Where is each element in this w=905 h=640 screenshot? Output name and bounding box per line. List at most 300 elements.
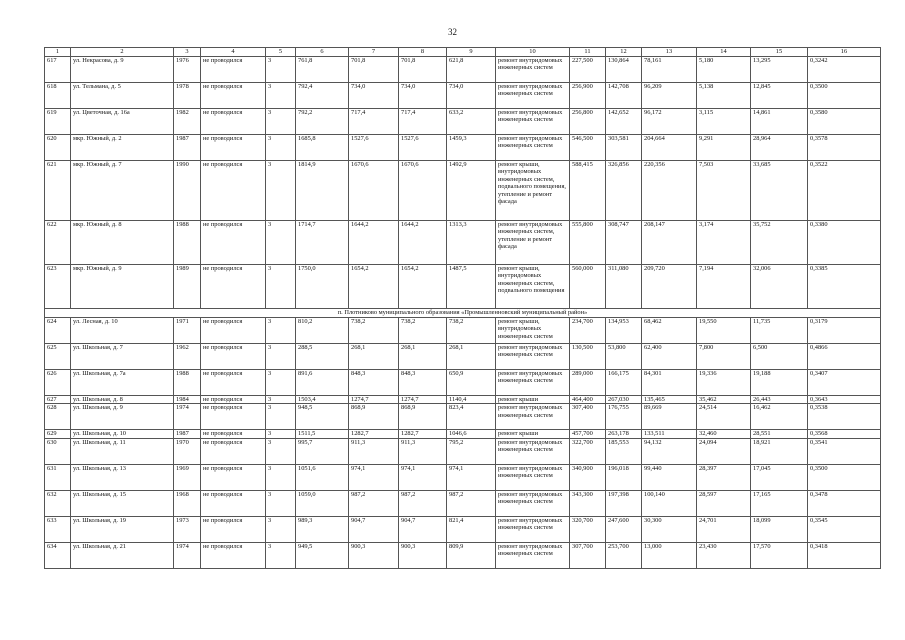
table-cell: 130,864 <box>606 57 642 83</box>
table-cell: 974,1 <box>349 464 399 490</box>
table-cell: 0,3500 <box>808 83 881 109</box>
table-cell: 949,5 <box>296 542 349 568</box>
table-cell: 18,099 <box>751 516 808 542</box>
table-cell: 234,700 <box>570 318 606 344</box>
table-cell: 166,175 <box>606 370 642 396</box>
table-cell: 62,400 <box>642 344 697 370</box>
table-cell: 3 <box>266 161 296 221</box>
table-cell: 197,398 <box>606 490 642 516</box>
table-cell: 84,301 <box>642 370 697 396</box>
table-cell: 322,700 <box>570 438 606 464</box>
table-cell: 96,172 <box>642 109 697 135</box>
table-cell: 303,581 <box>606 135 642 161</box>
table-cell: не проводился <box>201 265 266 309</box>
table-cell: 3,174 <box>697 221 751 265</box>
table-cell: 3 <box>266 404 296 430</box>
table-cell: 6,500 <box>751 344 808 370</box>
table-cell: 974,1 <box>399 464 447 490</box>
column-number-cell: 10 <box>496 48 570 57</box>
table-cell: 340,900 <box>570 464 606 490</box>
table-cell: 3 <box>266 221 296 265</box>
table-row <box>45 490 881 516</box>
table-cell: 320,700 <box>570 516 606 542</box>
table-cell: 1492,9 <box>447 161 496 221</box>
table-cell: 868,9 <box>399 404 447 430</box>
table-cell: 792,2 <box>296 109 349 135</box>
column-number-cell: 2 <box>71 48 174 57</box>
table-cell: 1282,7 <box>399 430 447 438</box>
table-cell: не проводился <box>201 161 266 221</box>
table-cell: ремонт внутридомовых инженерных систем <box>496 370 570 396</box>
column-number-cell: 15 <box>751 48 808 57</box>
table-cell: 1644,2 <box>399 221 447 265</box>
table-cell: 1503,4 <box>296 396 349 404</box>
table-cell: 32,460 <box>697 430 751 438</box>
table-cell: 0,3380 <box>808 221 881 265</box>
table-cell: 1487,5 <box>447 265 496 309</box>
table-cell: ул. Школьная, д. 15 <box>71 490 174 516</box>
table-cell: 630 <box>45 438 71 464</box>
table-cell: ремонт внутридомовых инженерных систем <box>496 57 570 83</box>
table-cell: мкр. Южный, д. 9 <box>71 265 174 309</box>
table-cell: 810,2 <box>296 318 349 344</box>
table-cell: 288,5 <box>296 344 349 370</box>
table-cell: 0,3538 <box>808 404 881 430</box>
table-cell: 208,147 <box>642 221 697 265</box>
table-cell: 618 <box>45 83 71 109</box>
table-cell: 133,511 <box>642 430 697 438</box>
table-cell: мкр. Южный, д. 8 <box>71 221 174 265</box>
column-number-cell: 7 <box>349 48 399 57</box>
table-cell: 11,735 <box>751 318 808 344</box>
table-row <box>45 161 881 221</box>
table-cell: 326,856 <box>606 161 642 221</box>
table-row <box>45 83 881 109</box>
table-cell: 734,0 <box>399 83 447 109</box>
table-cell: 3 <box>266 464 296 490</box>
table-cell: 631 <box>45 464 71 490</box>
table-cell: 1511,5 <box>296 430 349 438</box>
table-cell: 12,845 <box>751 83 808 109</box>
table-cell: 307,400 <box>570 404 606 430</box>
table-cell: 1274,7 <box>349 396 399 404</box>
table-cell: 268,1 <box>447 344 496 370</box>
table-cell: ул. Школьная, д. 7 <box>71 344 174 370</box>
table-cell: 1140,4 <box>447 396 496 404</box>
table-cell: 891,6 <box>296 370 349 396</box>
table-cell: 17,165 <box>751 490 808 516</box>
table-cell: 220,356 <box>642 161 697 221</box>
table-cell: 35,462 <box>697 396 751 404</box>
table-cell: 3,115 <box>697 109 751 135</box>
table-cell: 19,550 <box>697 318 751 344</box>
table-cell: 0,3643 <box>808 396 881 404</box>
table-cell: 1670,6 <box>349 161 399 221</box>
table-cell: 0,3568 <box>808 430 881 438</box>
table-cell: 1974 <box>174 542 201 568</box>
table-cell: мкр. Южный, д. 7 <box>71 161 174 221</box>
table-cell: 311,080 <box>606 265 642 309</box>
table-cell: 717,4 <box>349 109 399 135</box>
table-cell: 868,9 <box>349 404 399 430</box>
table-cell: 9,291 <box>697 135 751 161</box>
table-cell: ул. Школьная, д. 19 <box>71 516 174 542</box>
table-cell: 1969 <box>174 464 201 490</box>
table-cell: 734,0 <box>349 83 399 109</box>
table-cell: ремонт крыши <box>496 396 570 404</box>
table-cell: 738,2 <box>399 318 447 344</box>
table-cell: ул. Школьная, д. 13 <box>71 464 174 490</box>
table-cell: 94,132 <box>642 438 697 464</box>
table-cell: 209,720 <box>642 265 697 309</box>
table-cell: 3 <box>266 265 296 309</box>
table-cell: не проводился <box>201 516 266 542</box>
table-cell: 987,2 <box>399 490 447 516</box>
table-cell: 633,2 <box>447 109 496 135</box>
table-cell: 823,4 <box>447 404 496 430</box>
table-cell: 142,708 <box>606 83 642 109</box>
table-cell: 717,4 <box>399 109 447 135</box>
table-cell: 0,3418 <box>808 542 881 568</box>
table-cell: 457,700 <box>570 430 606 438</box>
table-cell: 1644,2 <box>349 221 399 265</box>
table-cell: 1282,7 <box>349 430 399 438</box>
table-cell: 0,3407 <box>808 370 881 396</box>
table-cell: 196,018 <box>606 464 642 490</box>
table-cell: 629 <box>45 430 71 438</box>
table-cell: 1968 <box>174 490 201 516</box>
table-row <box>45 438 881 464</box>
section-title: п. Плотниково муниципального образования «Промышленновский муниципальный район» <box>45 309 881 318</box>
column-number-cell: 4 <box>201 48 266 57</box>
table-cell: 623 <box>45 265 71 309</box>
table-cell: ремонт внутридомовых инженерных систем <box>496 83 570 109</box>
table-cell: ул. Школьная, д. 11 <box>71 438 174 464</box>
table-cell: 3 <box>266 109 296 135</box>
table-cell: ремонт внутридомовых инженерных систем <box>496 404 570 430</box>
table-cell: не проводился <box>201 221 266 265</box>
table-cell: 1973 <box>174 516 201 542</box>
table-cell: 620 <box>45 135 71 161</box>
table-cell: 267,030 <box>606 396 642 404</box>
table-cell: 28,397 <box>697 464 751 490</box>
table-cell: 134,953 <box>606 318 642 344</box>
table-row <box>45 430 881 438</box>
table-cell: не проводился <box>201 490 266 516</box>
table-cell: 848,3 <box>349 370 399 396</box>
table-cell: ремонт внутридомовых инженерных систем <box>496 464 570 490</box>
table-cell: 5,138 <box>697 83 751 109</box>
table-cell: 1814,9 <box>296 161 349 221</box>
table-row <box>45 404 881 430</box>
table-cell: 14,861 <box>751 109 808 135</box>
table-row <box>45 344 881 370</box>
table-cell: 987,2 <box>349 490 399 516</box>
table-cell: 33,685 <box>751 161 808 221</box>
table-cell: 627 <box>45 396 71 404</box>
table-cell: 18,921 <box>751 438 808 464</box>
table-cell: ремонт внутридомовых инженерных систем <box>496 542 570 568</box>
column-number-cell: 14 <box>697 48 751 57</box>
table-cell: 1974 <box>174 404 201 430</box>
table-cell: не проводился <box>201 135 266 161</box>
table-cell: 35,752 <box>751 221 808 265</box>
table-cell: 1527,6 <box>349 135 399 161</box>
table-cell: 3 <box>266 318 296 344</box>
table-cell: 24,701 <box>697 516 751 542</box>
table-cell: 13,000 <box>642 542 697 568</box>
table-cell: ремонт внутридомовых инженерных систем <box>496 516 570 542</box>
table-cell: 560,000 <box>570 265 606 309</box>
table-row <box>45 396 881 404</box>
table-cell: 3 <box>266 430 296 438</box>
table-cell: 32,006 <box>751 265 808 309</box>
table-cell: 1274,7 <box>399 396 447 404</box>
table-cell: 948,5 <box>296 404 349 430</box>
table-cell: ремонт внутридомовых инженерных систем <box>496 135 570 161</box>
table-cell: ул. Некрасова, д. 9 <box>71 57 174 83</box>
table-row <box>45 265 881 309</box>
table-cell: 68,462 <box>642 318 697 344</box>
table-cell: 28,551 <box>751 430 808 438</box>
table-cell: 989,3 <box>296 516 349 542</box>
section-row <box>45 309 881 318</box>
table-cell: ул. Школьная, д. 21 <box>71 542 174 568</box>
table-cell: 30,300 <box>642 516 697 542</box>
table-cell: 911,3 <box>399 438 447 464</box>
table-cell: 621,8 <box>447 57 496 83</box>
table-cell: 0,3179 <box>808 318 881 344</box>
table-cell: не проводился <box>201 464 266 490</box>
table-cell: не проводился <box>201 396 266 404</box>
table-cell: 176,755 <box>606 404 642 430</box>
table-cell: ремонт внутридомовых инженерных систем <box>496 109 570 135</box>
table-row <box>45 109 881 135</box>
table-cell: 19,336 <box>697 370 751 396</box>
table-cell: 0,4866 <box>808 344 881 370</box>
table-cell: ул. Цветочная, д. 16а <box>71 109 174 135</box>
table-cell: 619 <box>45 109 71 135</box>
table-cell: 626 <box>45 370 71 396</box>
column-number-cell: 9 <box>447 48 496 57</box>
table-cell: 911,3 <box>349 438 399 464</box>
table-cell: 1527,6 <box>399 135 447 161</box>
table-cell: 1982 <box>174 109 201 135</box>
table-cell: 204,664 <box>642 135 697 161</box>
table-cell: 24,514 <box>697 404 751 430</box>
table-cell: 1654,2 <box>399 265 447 309</box>
table-cell: 701,8 <box>349 57 399 83</box>
table-cell: 0,3385 <box>808 265 881 309</box>
table-cell: не проводился <box>201 404 266 430</box>
table-cell: 227,500 <box>570 57 606 83</box>
table-cell: 1989 <box>174 265 201 309</box>
table-row <box>45 135 881 161</box>
table-cell: 1714,7 <box>296 221 349 265</box>
table-cell: 795,2 <box>447 438 496 464</box>
table-cell: 308,747 <box>606 221 642 265</box>
table-cell: 0,3545 <box>808 516 881 542</box>
table-row <box>45 542 881 568</box>
table-cell: мкр. Южный, д. 2 <box>71 135 174 161</box>
column-number-cell: 5 <box>266 48 296 57</box>
table-cell: ремонт внутридомовых инженерных систем <box>496 490 570 516</box>
table-cell: 7,800 <box>697 344 751 370</box>
table-cell: 142,652 <box>606 109 642 135</box>
table-cell: ремонт крыши, внутридомовых инженерных систем, подвального помещения, утепление и ремонт фасада <box>496 161 570 221</box>
document-table-wrapper <box>44 47 880 569</box>
table-cell: 3 <box>266 490 296 516</box>
table-cell: 900,3 <box>399 542 447 568</box>
table-row <box>45 516 881 542</box>
table-cell: 809,9 <box>447 542 496 568</box>
table-cell: 622 <box>45 221 71 265</box>
table-cell: ремонт крыши <box>496 430 570 438</box>
table-cell: 17,045 <box>751 464 808 490</box>
table-cell: ул. Лесная, д. 10 <box>71 318 174 344</box>
table-cell: 253,700 <box>606 542 642 568</box>
table-cell: 848,3 <box>399 370 447 396</box>
table-cell: 738,2 <box>349 318 399 344</box>
table-row <box>45 464 881 490</box>
table-cell: 546,500 <box>570 135 606 161</box>
table-cell: 0,3578 <box>808 135 881 161</box>
table-cell: 1971 <box>174 318 201 344</box>
table-cell: 130,500 <box>570 344 606 370</box>
table-cell: 3 <box>266 57 296 83</box>
table-cell: не проводился <box>201 438 266 464</box>
table-cell: не проводился <box>201 318 266 344</box>
table-row <box>45 57 881 83</box>
table-cell: 1046,6 <box>447 430 496 438</box>
table-cell: 256,800 <box>570 109 606 135</box>
table-cell: 0,3478 <box>808 490 881 516</box>
table-cell: не проводился <box>201 57 266 83</box>
table-cell: 247,600 <box>606 516 642 542</box>
table-cell: 650,9 <box>447 370 496 396</box>
table-cell: 3 <box>266 438 296 464</box>
table-cell: ремонт внутридомовых инженерных систем <box>496 344 570 370</box>
table-cell: 761,8 <box>296 57 349 83</box>
table-cell: 1962 <box>174 344 201 370</box>
table-cell: 634 <box>45 542 71 568</box>
table-cell: 3 <box>266 516 296 542</box>
page-number: 32 <box>448 27 457 37</box>
table-cell: 625 <box>45 344 71 370</box>
table-cell: 24,094 <box>697 438 751 464</box>
table-cell: 1654,2 <box>349 265 399 309</box>
table-row <box>45 370 881 396</box>
table-cell: 17,570 <box>751 542 808 568</box>
table-cell: 135,465 <box>642 396 697 404</box>
table-cell: 185,553 <box>606 438 642 464</box>
table-cell: 624 <box>45 318 71 344</box>
table-cell: 1459,3 <box>447 135 496 161</box>
table-row <box>45 318 881 344</box>
table-cell: не проводился <box>201 344 266 370</box>
table-cell: 28,964 <box>751 135 808 161</box>
column-number-cell: 13 <box>642 48 697 57</box>
column-number-cell: 16 <box>808 48 881 57</box>
table-cell: 100,140 <box>642 490 697 516</box>
table-row <box>45 221 881 265</box>
table-cell: 307,700 <box>570 542 606 568</box>
table-cell: 1988 <box>174 370 201 396</box>
column-number-cell: 11 <box>570 48 606 57</box>
table-cell: ремонт крыши, внутридомовых инженерных систем <box>496 318 570 344</box>
table-cell: 256,900 <box>570 83 606 109</box>
table-cell: 13,295 <box>751 57 808 83</box>
table-cell: 904,7 <box>399 516 447 542</box>
table-cell: 632 <box>45 490 71 516</box>
column-number-cell: 1 <box>45 48 71 57</box>
table-cell: ул. Тельмана, д. 5 <box>71 83 174 109</box>
table-header-row <box>45 48 881 57</box>
table-cell: 99,440 <box>642 464 697 490</box>
table-cell: 628 <box>45 404 71 430</box>
table-cell: 89,669 <box>642 404 697 430</box>
table-cell: 995,7 <box>296 438 349 464</box>
table-cell: 3 <box>266 396 296 404</box>
table-cell: 738,2 <box>447 318 496 344</box>
table-cell: 78,161 <box>642 57 697 83</box>
table-cell: ремонт внутридомовых инженерных систем, утепление и ремонт фасада <box>496 221 570 265</box>
table-cell: 821,4 <box>447 516 496 542</box>
table-cell: 1976 <box>174 57 201 83</box>
column-number-cell: 12 <box>606 48 642 57</box>
table-cell: не проводился <box>201 542 266 568</box>
table-cell: 268,1 <box>399 344 447 370</box>
table-cell: 1987 <box>174 135 201 161</box>
table-cell: 3 <box>266 370 296 396</box>
table-cell: 734,0 <box>447 83 496 109</box>
table-cell: 1988 <box>174 221 201 265</box>
table-cell: 3 <box>266 135 296 161</box>
table-cell: 633 <box>45 516 71 542</box>
table-cell: 19,188 <box>751 370 808 396</box>
table-cell: 1987 <box>174 430 201 438</box>
table-cell: 26,443 <box>751 396 808 404</box>
table-cell: 1059,0 <box>296 490 349 516</box>
table-cell: ремонт внутридомовых инженерных систем <box>496 438 570 464</box>
column-number-cell: 8 <box>399 48 447 57</box>
table-cell: 617 <box>45 57 71 83</box>
table-cell: 96,209 <box>642 83 697 109</box>
table-cell: 5,180 <box>697 57 751 83</box>
table-cell: 0,3580 <box>808 109 881 135</box>
table-cell: 3 <box>266 542 296 568</box>
table-cell: 555,800 <box>570 221 606 265</box>
table-cell: 1990 <box>174 161 201 221</box>
table-cell: 1984 <box>174 396 201 404</box>
table-cell: не проводился <box>201 83 266 109</box>
table-cell: не проводился <box>201 370 266 396</box>
table-cell: 0,3522 <box>808 161 881 221</box>
table-cell: 3 <box>266 83 296 109</box>
table-cell: 464,400 <box>570 396 606 404</box>
table-cell: 7,194 <box>697 265 751 309</box>
table-cell: 289,000 <box>570 370 606 396</box>
table-cell: 900,3 <box>349 542 399 568</box>
table-cell: 588,415 <box>570 161 606 221</box>
table-cell: 1750,0 <box>296 265 349 309</box>
table-cell: 268,1 <box>349 344 399 370</box>
table-cell: ул. Школьная, д. 7а <box>71 370 174 396</box>
housing-repair-table <box>44 47 881 569</box>
table-cell: 792,4 <box>296 83 349 109</box>
table-cell: 0,3541 <box>808 438 881 464</box>
table-cell: 1685,8 <box>296 135 349 161</box>
